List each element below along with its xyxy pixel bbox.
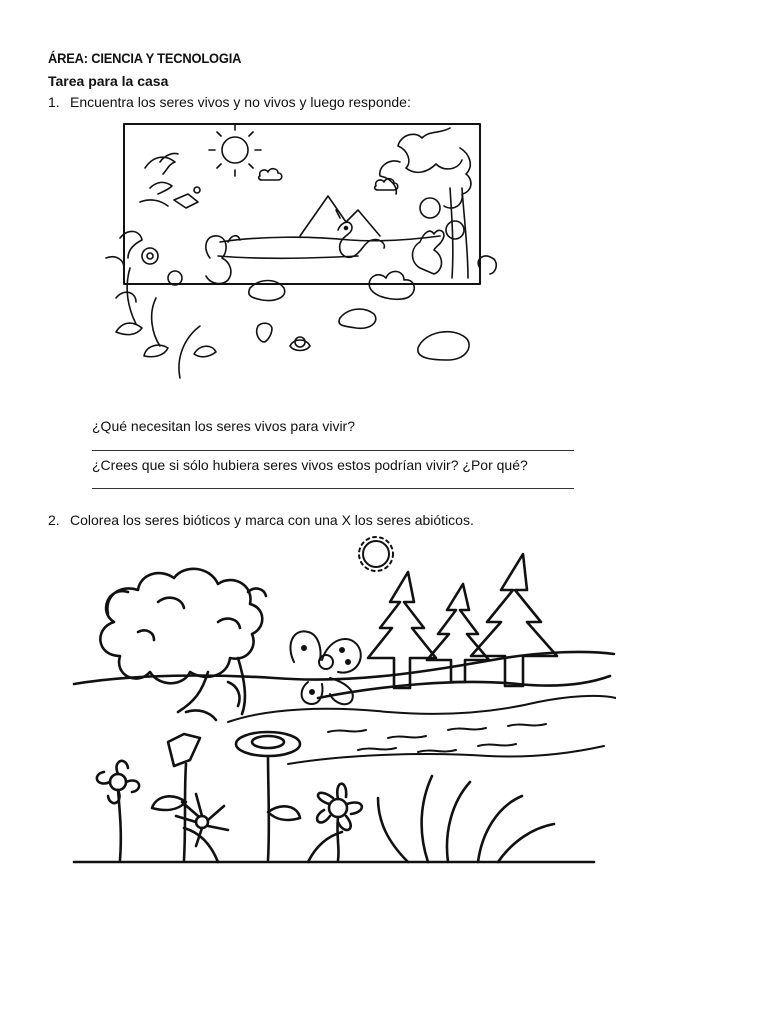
river-icon bbox=[218, 236, 440, 258]
tree-crown-detail bbox=[138, 589, 266, 640]
question-2 bbox=[48, 512, 474, 528]
tree-trunk-icon bbox=[178, 658, 245, 720]
sun-icon bbox=[359, 537, 393, 571]
question-1-number: 1. bbox=[48, 94, 60, 110]
question-2-text: Colorea los seres bióticos y marca con una X los seres abióticos. bbox=[70, 512, 474, 528]
answer-line-2[interactable] bbox=[92, 488, 574, 489]
birds-icon bbox=[140, 153, 200, 208]
rocks-icon bbox=[249, 281, 469, 361]
daisy-icon bbox=[317, 784, 362, 860]
question-1-text: Encuentra los seres vivos y no vivos y luego responde: bbox=[70, 94, 411, 110]
rose-icon bbox=[236, 732, 300, 860]
sun-icon bbox=[209, 124, 261, 176]
tree-icon bbox=[380, 128, 471, 278]
grass-icon bbox=[378, 776, 554, 862]
sub-question-2: ¿Crees que si sólo hubiera seres vivos estos podrían vivir? ¿Por qué? bbox=[92, 457, 528, 473]
plants-icon bbox=[106, 231, 216, 378]
flower-icon bbox=[152, 734, 200, 860]
tree-crown-icon bbox=[100, 569, 262, 683]
answer-line-1[interactable] bbox=[92, 450, 574, 451]
scene-frame bbox=[124, 124, 480, 284]
coloring-scene-illustration bbox=[68, 532, 616, 868]
area-title: ÁREA: CIENCIA Y TECNOLOGIA bbox=[48, 50, 242, 66]
question-1 bbox=[48, 94, 411, 110]
strawberry-icon bbox=[257, 323, 272, 342]
beetle-icon bbox=[295, 337, 305, 347]
grass-icon bbox=[184, 828, 342, 862]
cloud-icon bbox=[259, 169, 282, 180]
nature-scene-illustration bbox=[100, 118, 500, 390]
homework-subtitle: Tarea para la casa bbox=[48, 73, 169, 89]
question-2-number: 2. bbox=[48, 512, 60, 528]
mountains-icon bbox=[300, 196, 380, 236]
squirrel-icon bbox=[206, 236, 240, 284]
bush-icon bbox=[369, 271, 414, 299]
sub-question-1: ¿Qué necesitan los seres vivos para vivir? bbox=[92, 418, 355, 434]
flower-icon bbox=[97, 761, 139, 860]
pine-trees-icon bbox=[368, 554, 557, 688]
